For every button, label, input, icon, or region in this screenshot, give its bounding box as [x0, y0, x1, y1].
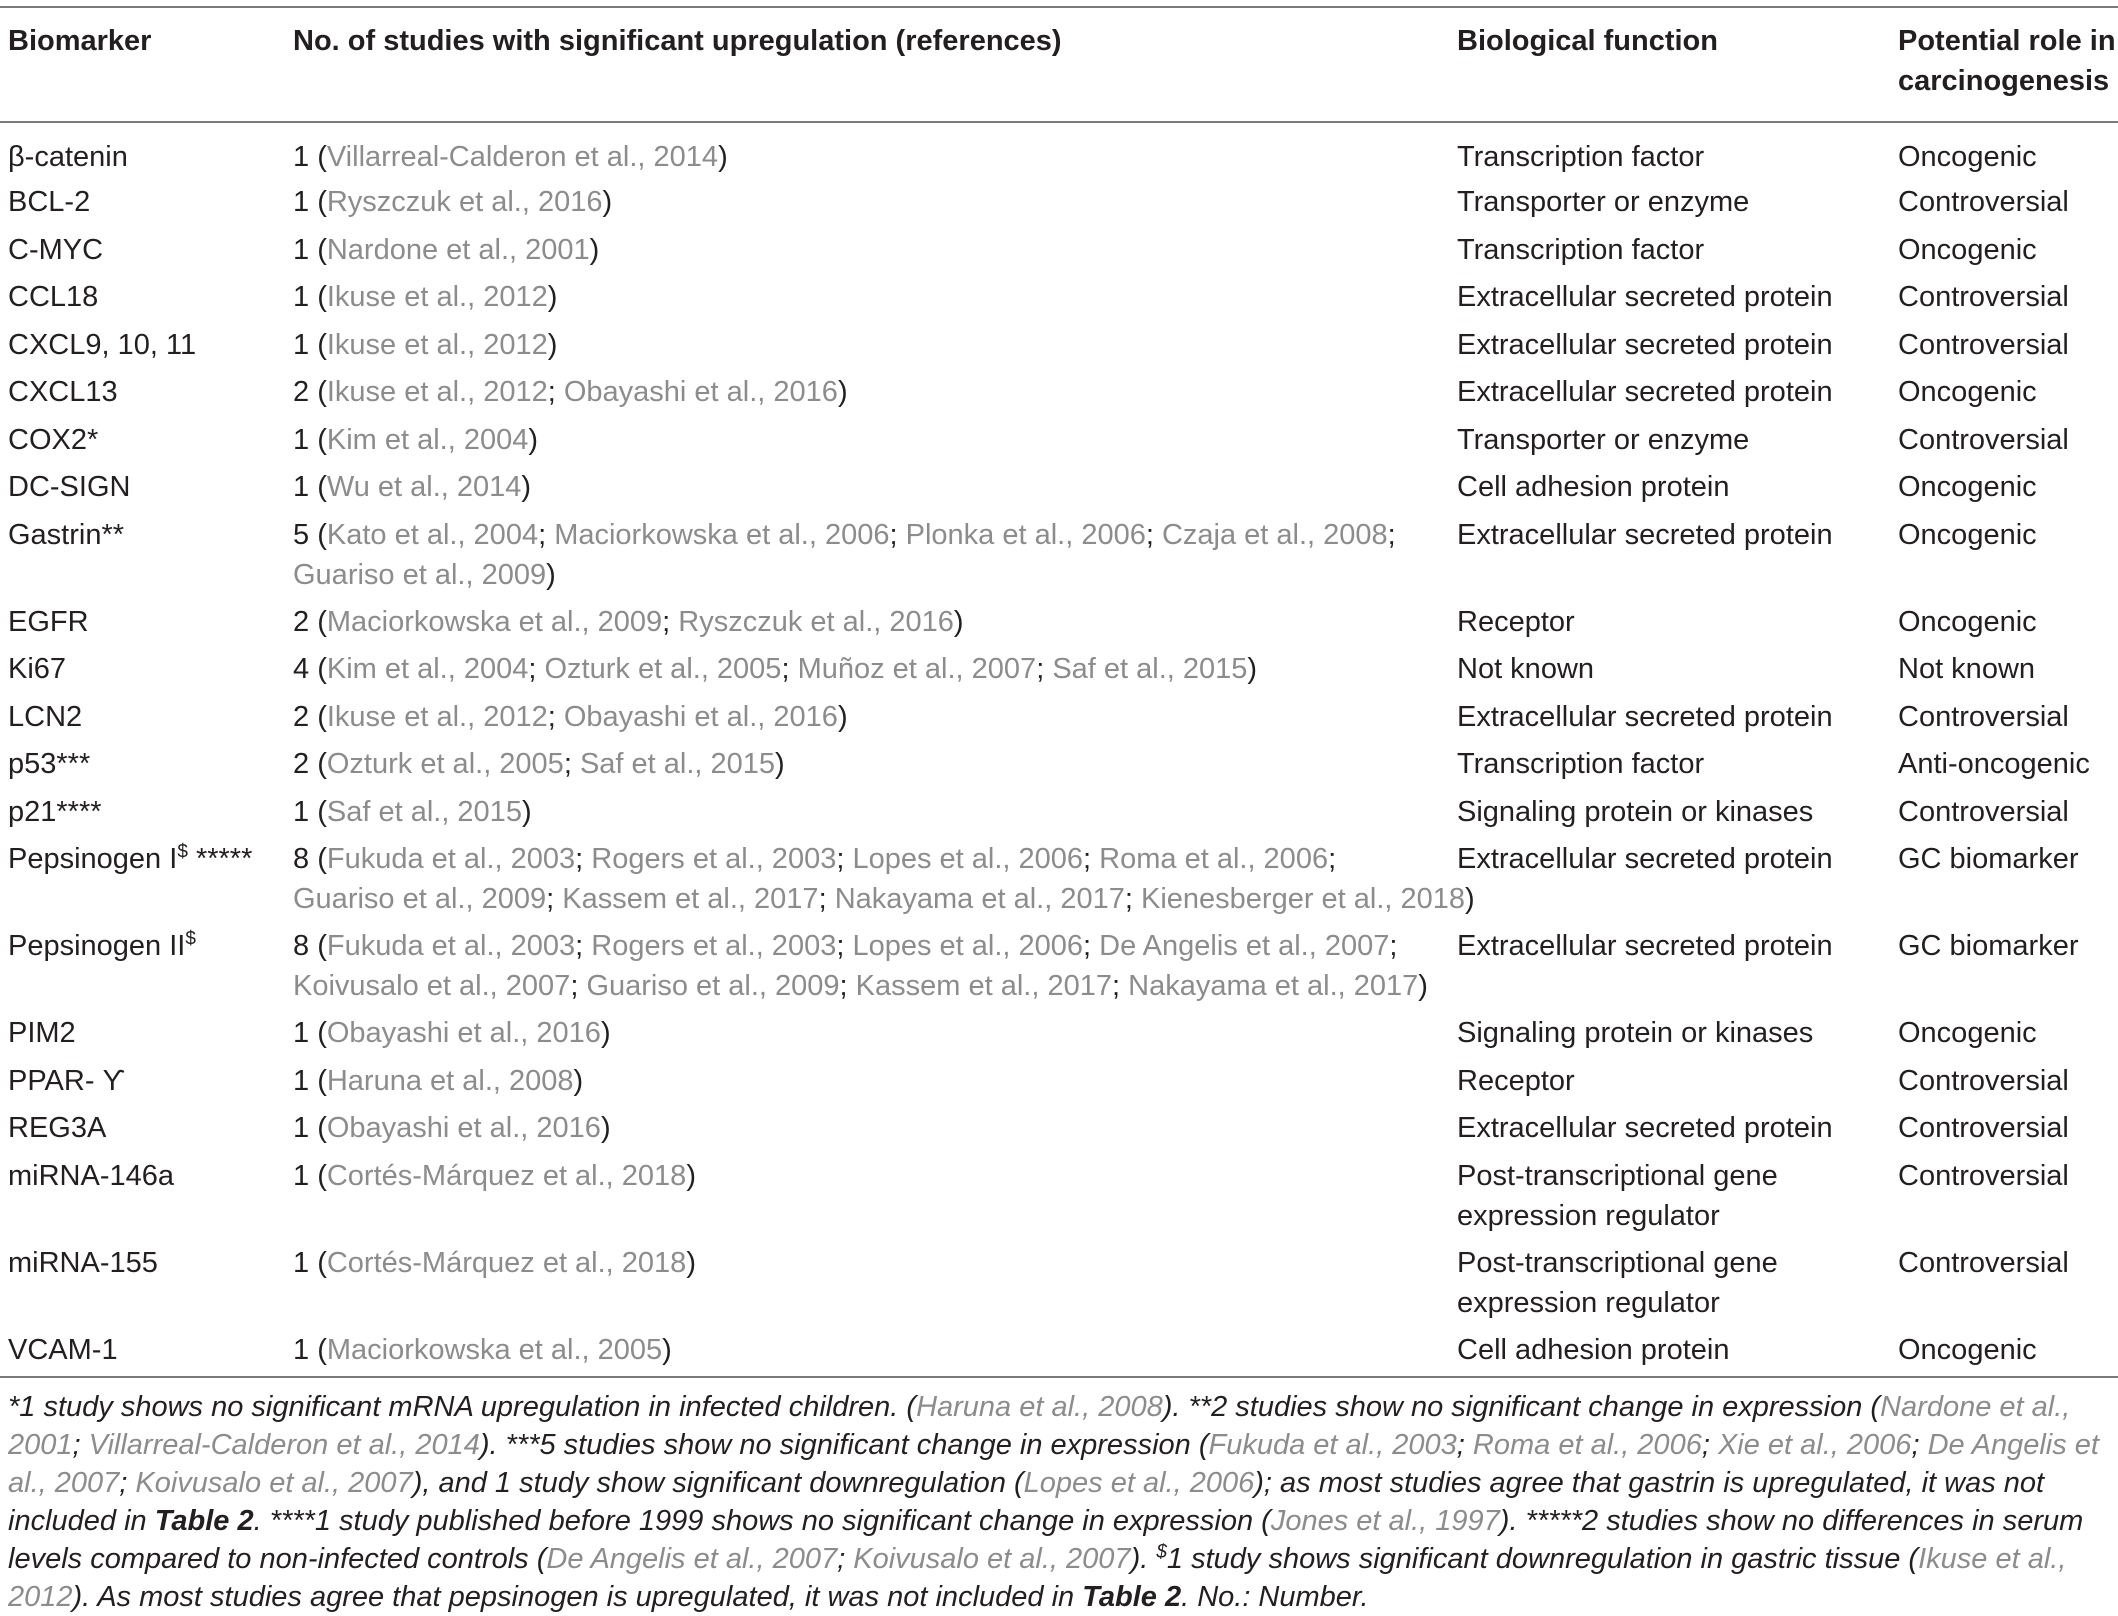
- function-cell: Cell adhesion protein: [1457, 1333, 1730, 1366]
- table-row: [0, 744, 2118, 792]
- study-count: 8: [293, 930, 310, 962]
- table-row: [0, 649, 2118, 697]
- biomarker-cell: Pepsinogen I$ *****: [8, 841, 253, 875]
- function-cell: Cell adhesion protein: [1457, 471, 1730, 503]
- function-cell: Signaling protein or kinases: [1457, 795, 1814, 828]
- biomarker-cell: CCL18: [8, 281, 99, 313]
- reference-link[interactable]: Ozturk et al., 2005: [326, 748, 564, 780]
- function-cell: Not known: [1457, 653, 1595, 685]
- function-cell: Transcription factor: [1457, 748, 1705, 780]
- role-cell: Oncogenic: [1898, 233, 2037, 266]
- study-count: 1: [293, 1246, 310, 1279]
- biomarker-cell: miRNA-146a: [8, 1159, 174, 1192]
- biomarker-cell: CXCL13: [8, 376, 118, 408]
- role-cell: Oncogenic: [1898, 1017, 2037, 1049]
- study-count: 1: [293, 471, 310, 503]
- reference-link[interactable]: Haruna et al., 2008: [326, 1064, 574, 1097]
- study-count: 2: [293, 748, 310, 780]
- study-count: 5: [293, 518, 310, 551]
- role-cell: Not known: [1898, 653, 2036, 685]
- reference-link[interactable]: Saf et al., 2015: [1052, 653, 1248, 685]
- reference-link[interactable]: Ikuse et al., 2012: [326, 376, 548, 408]
- study-count: 1: [293, 795, 310, 828]
- reference-link[interactable]: Kim et al., 2004: [326, 423, 529, 456]
- reference-link[interactable]: Lopes et al., 2006: [852, 930, 1084, 962]
- reference-link[interactable]: Kim et al., 2004: [326, 653, 529, 685]
- reference-link[interactable]: Kassem et al., 2017: [855, 970, 1112, 1002]
- function-cell: Receptor: [1457, 605, 1575, 638]
- function-cell: Extracellular secreted protein: [1457, 700, 1833, 733]
- table-footnote: *1 study shows no significant mRNA upregulation in infected children. (Haruna et al., 2008). **2 studies show no significant change in expression (Nardone et al., 2001; Villarreal-Calderon et al., 2014). ***5 studies show no significant change in expression (Fukuda et al., 2003; Roma et al., 2006; Xie et al., 2006; De Angelis et al., 2007; Koivusalo et al., 2007), and 1 study show significant downregulation (Lopes et al., 2006); as most studies agree that gastrin is upregulated, it was not included in Table 2. ****1 study published before 1999 shows no significant change in expression (Jones et al., 1997). *****2 studies show no differences in serum levels compared to non-infected controls (De Angelis et al., 2007; Koivusalo et al., 2007). $1 study shows significant downregulation in gastric tissue (Ikuse et al., 2012). As most studies agree that pepsinogen is upregulated, it was not included in Table 2. No.: Number.: [8, 1391, 2099, 1613]
- study-count: 2: [293, 605, 310, 638]
- biomarker-cell: EGFR: [8, 605, 89, 638]
- role-cell: Oncogenic: [1898, 605, 2037, 638]
- biomarker-cell: miRNA-155: [8, 1246, 158, 1279]
- study-count: 1: [293, 141, 310, 173]
- function-cell: Extracellular secreted protein: [1457, 281, 1833, 313]
- function-cell: Post-transcriptional gene expression regulator: [1457, 1159, 1778, 1232]
- studies-cell: 5 (Kato et al., 2004; Maciorkowska et al., 2006; Plonka et al., 2006; Czaja et al., 2008; Guariso et al., 2009): [293, 518, 1396, 591]
- table-row: [0, 1108, 2118, 1156]
- studies-cell: 2 (Maciorkowska et al., 2009; Ryszczuk et al., 2016): [293, 605, 964, 638]
- studies-cell: 8 (Fukuda et al., 2003; Rogers et al., 2003; Lopes et al., 2006; Roma et al., 2006; Guariso et al., 2009; Kassem et al., 2017; Nakayama et al., 2017; Kienesberger et al., 2018): [293, 843, 1475, 915]
- table-2-link[interactable]: Table 2: [1082, 1581, 1182, 1613]
- reference-link[interactable]: Guariso et al., 2009: [293, 558, 547, 591]
- role-cell: Oncogenic: [1898, 471, 2037, 503]
- function-cell: Extracellular secreted protein: [1457, 328, 1833, 361]
- biomarker-cell: DC-SIGN: [8, 471, 131, 503]
- study-count: 2: [293, 376, 310, 408]
- role-cell: Controversial: [1898, 795, 2069, 828]
- role-cell: Controversial: [1898, 281, 2069, 313]
- table-row: [0, 467, 2118, 515]
- role-cell: Oncogenic: [1898, 518, 2037, 551]
- role-cell: Controversial: [1898, 1064, 2069, 1097]
- header-function: Biological function: [1457, 25, 1718, 57]
- reference-link[interactable]: Muñoz et al., 2007: [797, 653, 1037, 685]
- reference-link[interactable]: Ozturk et al., 2005: [544, 653, 782, 685]
- reference-link[interactable]: Fukuda et al., 2003: [326, 843, 576, 875]
- table-row: [0, 697, 2118, 745]
- role-cell: Oncogenic: [1898, 376, 2037, 408]
- study-count: 1: [293, 1112, 310, 1144]
- reference-link[interactable]: Nakayama et al., 2017: [1128, 970, 1419, 1002]
- biomarker-cell: BCL-2: [8, 186, 91, 218]
- role-cell: Controversial: [1898, 1246, 2069, 1279]
- table-row: [0, 420, 2118, 468]
- biomarker-cell: p21****: [8, 795, 102, 828]
- reference-link[interactable]: Maciorkowska et al., 2006: [554, 518, 890, 551]
- role-cell: Controversial: [1898, 328, 2069, 361]
- biomarker-cell: Pepsinogen II$: [8, 928, 196, 962]
- function-cell: Transporter or enzyme: [1457, 186, 1750, 218]
- role-cell: Oncogenic: [1898, 141, 2037, 173]
- studies-cell: 1 (Ikuse et al., 2012): [293, 281, 558, 313]
- biomarker-cell: VCAM-1: [8, 1333, 118, 1366]
- reference-link[interactable]: Plonka et al., 2006: [905, 518, 1146, 551]
- studies-cell: 1 (Cortés-Márquez et al., 2018): [293, 1246, 696, 1279]
- study-count: 8: [293, 843, 310, 875]
- study-count: 2: [293, 700, 310, 733]
- table-row: [0, 926, 2118, 1013]
- table-row: [0, 839, 2118, 926]
- reference-link[interactable]: Saf et al., 2015: [579, 748, 776, 780]
- studies-cell: 1 (Wu et al., 2014): [293, 471, 532, 503]
- reference-link[interactable]: Obayashi et al., 2016: [563, 700, 838, 733]
- study-count: 1: [293, 1333, 310, 1366]
- reference-link[interactable]: Maciorkowska et al., 2009: [326, 605, 663, 638]
- reference-link[interactable]: Obayashi et al., 2016: [326, 1112, 601, 1144]
- table-row: [0, 1061, 2118, 1109]
- studies-cell: 8 (Fukuda et al., 2003; Rogers et al., 2003; Lopes et al., 2006; De Angelis et al., 2007; Koivusalo et al., 2007; Guariso et al., 2009; Kassem et al., 2017; Nakayama et al., 2017): [293, 930, 1428, 1002]
- biomarker-cell: COX2*: [8, 423, 99, 456]
- reference-link[interactable]: Ryszczuk et al., 2016: [326, 186, 603, 218]
- reference-link[interactable]: Obayashi et al., 2016: [563, 376, 838, 408]
- reference-link[interactable]: Ryszczuk et al., 2016: [678, 605, 954, 638]
- reference-link[interactable]: Ikuse et al., 2012: [326, 700, 548, 733]
- reference-link[interactable]: Ikuse et al., 2012: [326, 281, 548, 313]
- biomarker-cell: PPAR- ϒ: [8, 1064, 125, 1097]
- reference-link[interactable]: Kato et al., 2004: [326, 518, 539, 551]
- role-cell: GC biomarker: [1898, 930, 2079, 962]
- studies-cell: 2 (Ozturk et al., 2005; Saf et al., 2015): [293, 748, 785, 780]
- role-cell: Controversial: [1898, 1112, 2069, 1144]
- function-cell: Extracellular secreted protein: [1457, 376, 1833, 408]
- table-header-row: [0, 7, 2118, 122]
- table-row: [0, 1013, 2118, 1061]
- biomarker-cell: C-MYC: [8, 233, 104, 266]
- function-cell: Receptor: [1457, 1064, 1575, 1097]
- function-cell: Post-transcriptional gene expression regulator: [1457, 1246, 1778, 1319]
- function-cell: Extracellular secreted protein: [1457, 518, 1833, 551]
- studies-cell: 1 (Kim et al., 2004): [293, 423, 539, 456]
- studies-cell: 2 (Ikuse et al., 2012; Obayashi et al., 2016): [293, 376, 848, 408]
- reference-link[interactable]: Villarreal-Calderon et al., 2014: [326, 141, 719, 173]
- function-cell: Transcription factor: [1457, 233, 1705, 266]
- function-cell: Extracellular secreted protein: [1457, 843, 1833, 875]
- study-count: 1: [293, 423, 310, 456]
- table-row: [0, 1243, 2118, 1330]
- reference-link[interactable]: Saf et al., 2015: [326, 795, 522, 828]
- studies-cell: 1 (Saf et al., 2015): [293, 795, 532, 828]
- function-cell: Transporter or enzyme: [1457, 423, 1750, 456]
- table-row: [0, 515, 2118, 602]
- studies-cell: 2 (Ikuse et al., 2012; Obayashi et al., 2016): [293, 700, 848, 733]
- reference-link[interactable]: Kienesberger et al., 2018: [1140, 883, 1466, 915]
- function-cell: Signaling protein or kinases: [1457, 1017, 1814, 1049]
- studies-cell: 4 (Kim et al., 2004; Ozturk et al., 2005; Muñoz et al., 2007; Saf et al., 2015): [293, 653, 1258, 685]
- biomarker-table: [0, 6, 2118, 1378]
- reference-link[interactable]: Guariso et al., 2009: [586, 970, 840, 1002]
- study-count: 1: [293, 1064, 310, 1097]
- studies-cell: 1 (Nardone et al., 2001): [293, 233, 600, 266]
- biomarker-cell: Ki67: [8, 653, 67, 685]
- reference-link[interactable]: Fukuda et al., 2003: [326, 930, 576, 962]
- studies-cell: 1 (Maciorkowska et al., 2005): [293, 1333, 672, 1366]
- table-row: [0, 182, 2118, 230]
- study-count: 4: [293, 653, 310, 685]
- reference-link[interactable]: Cortés-Márquez et al., 2018: [326, 1159, 687, 1192]
- reference-link[interactable]: Cortés-Márquez et al., 2018: [326, 1246, 687, 1279]
- reference-link[interactable]: De Angelis et al., 2007: [1099, 930, 1390, 962]
- role-cell: Oncogenic: [1898, 1333, 2037, 1366]
- reference-link[interactable]: Maciorkowska et al., 2005: [326, 1333, 663, 1366]
- role-cell: Controversial: [1898, 700, 2069, 733]
- study-count: 1: [293, 186, 310, 218]
- table-row: [0, 372, 2118, 420]
- role-cell: GC biomarker: [1898, 843, 2079, 875]
- studies-cell: 1 (Villarreal-Calderon et al., 2014): [293, 141, 728, 173]
- studies-cell: 1 (Ryszczuk et al., 2016): [293, 186, 613, 218]
- reference-link[interactable]: Koivusalo et al., 2007: [293, 970, 571, 1002]
- reference-link[interactable]: Roma et al., 2006: [1099, 843, 1329, 875]
- reference-link[interactable]: Rogers et al., 2003: [591, 843, 837, 875]
- table-2-link[interactable]: Table 2: [154, 1505, 254, 1537]
- biomarker-cell: LCN2: [8, 700, 83, 733]
- study-count: 1: [293, 281, 310, 313]
- function-cell: Transcription factor: [1457, 141, 1705, 173]
- header-role: Potential role in carcinogenesis: [1898, 25, 2116, 97]
- table-row: [0, 602, 2118, 650]
- table-row: [0, 230, 2118, 278]
- header-biomarker: Biomarker: [8, 25, 152, 57]
- biomarker-cell: CXCL9, 10, 11: [8, 328, 197, 361]
- table-row: [0, 1330, 2118, 1378]
- biomarker-cell: REG3A: [8, 1112, 107, 1144]
- reference-link[interactable]: Obayashi et al., 2016: [326, 1017, 601, 1049]
- study-count: 1: [293, 328, 310, 361]
- study-count: 1: [293, 233, 310, 266]
- role-cell: Controversial: [1898, 423, 2069, 456]
- studies-cell: 1 (Obayashi et al., 2016): [293, 1112, 611, 1144]
- reference-link[interactable]: Lopes et al., 2006: [852, 843, 1084, 875]
- role-cell: Controversial: [1898, 1159, 2069, 1192]
- biomarker-cell: Gastrin**: [8, 518, 125, 551]
- study-count: 1: [293, 1159, 310, 1192]
- table-row: [0, 1156, 2118, 1243]
- reference-link[interactable]: Kassem et al., 2017: [562, 883, 819, 915]
- table-row: [0, 325, 2118, 373]
- studies-cell: 1 (Ikuse et al., 2012): [293, 328, 558, 361]
- function-cell: Extracellular secreted protein: [1457, 930, 1833, 962]
- reference-link[interactable]: Czaja et al., 2008: [1161, 518, 1388, 551]
- reference-link[interactable]: Rogers et al., 2003: [591, 930, 837, 962]
- biomarker-cell: p53***: [8, 748, 91, 780]
- studies-cell: 1 (Haruna et al., 2008): [293, 1064, 584, 1097]
- reference-link[interactable]: Nardone et al., 2001: [326, 233, 590, 266]
- table-row: [0, 792, 2118, 840]
- reference-link[interactable]: Guariso et al., 2009: [293, 883, 547, 915]
- studies-cell: 1 (Cortés-Márquez et al., 2018): [293, 1159, 696, 1192]
- biomarker-cell: β-catenin: [8, 141, 128, 173]
- reference-link[interactable]: Ikuse et al., 2012: [326, 328, 548, 361]
- studies-cell: 1 (Obayashi et al., 2016): [293, 1017, 611, 1049]
- table-row: [0, 277, 2118, 325]
- role-cell: Anti-oncogenic: [1898, 748, 2090, 780]
- reference-link[interactable]: Wu et al., 2014: [326, 471, 522, 503]
- role-cell: Controversial: [1898, 186, 2069, 218]
- function-cell: Extracellular secreted protein: [1457, 1112, 1833, 1144]
- header-studies: No. of studies with significant upregulation (references): [293, 25, 1062, 57]
- biomarker-cell: PIM2: [8, 1017, 76, 1049]
- reference-link[interactable]: Nakayama et al., 2017: [834, 883, 1125, 915]
- table-row: [0, 122, 2118, 182]
- study-count: 1: [293, 1017, 310, 1049]
